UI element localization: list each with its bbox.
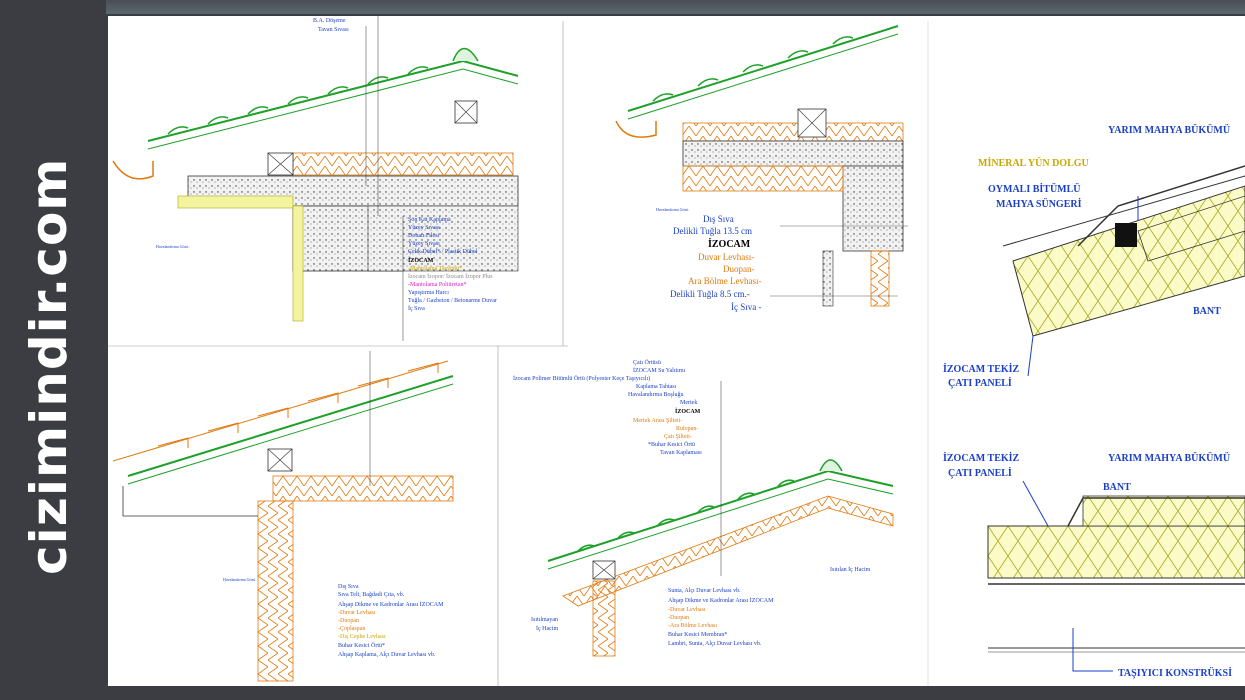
callout-label: Son Kat Kaplama — [408, 217, 451, 223]
callout-label: Yapıştırma Harcı — [408, 290, 449, 296]
callout-label: *Buhar Kesici Örtü — [648, 442, 695, 448]
label-tekiz-2: İZOCAM TEKİZ — [943, 453, 1020, 464]
label-tekiz-1: İZOCAM TEKİZ — [943, 364, 1020, 375]
label-ventilation-4: Havalandırma Gözü — [223, 577, 256, 582]
callout-label: Mertek — [680, 400, 698, 406]
roof-detail-drawings — [108, 16, 1245, 686]
callout-label: İZOCAM — [708, 239, 751, 250]
label-cati-paneli-2: ÇATI PANELİ — [948, 468, 1012, 479]
callout-label: Yüzey Sıvası — [408, 225, 440, 231]
label-isitilmayan: Isıtılmayan — [531, 617, 558, 623]
detail4-callouts — [338, 584, 444, 658]
label-ventilation-2: Havalandırma Gözü — [656, 207, 689, 212]
drawing-sheet — [108, 16, 1245, 686]
detail-panel-ridge-top — [943, 123, 1245, 389]
callout-label: Yüzey Sıvası — [408, 241, 440, 247]
callout-label: Çelik Dübel* / Plastik Dübel — [408, 249, 478, 255]
top-border — [0, 0, 1245, 14]
detail5-bottom-callouts — [668, 588, 774, 647]
callout-label: Tuğla / Gazbeton / Betonarme Duvar — [408, 298, 497, 304]
callout-label: Duvar Levhası- — [698, 252, 755, 262]
callout-label: -Ara Bölme Levhası — [668, 623, 717, 629]
callout-label: -Duopan — [338, 618, 359, 624]
label-cati-paneli-1: ÇATI PANELİ — [948, 378, 1012, 389]
callout-label: Ahşap Dikme ve Kadronlar Arası İZOCAM — [338, 602, 444, 608]
brand-watermark: cizimindir.com — [20, 157, 78, 575]
callout-label: Rulopan- — [676, 426, 699, 432]
label-oymali-bitumlu: OYMALI BİTÜMLÜ — [988, 184, 1081, 195]
label-mineral-yun: MİNERAL YÜN DOLGU — [978, 158, 1089, 169]
label-tasiyici: TAŞIYICI KONSTRÜKSİ — [1118, 668, 1233, 679]
callout-label: İZOCAM — [408, 258, 434, 264]
callout-label: İç Sıva - — [731, 302, 762, 312]
callout-label: Kaplama Tahtası — [636, 384, 677, 390]
callout-label: İzocam Polimer Bitümlü Örtü (Polyester Keçe Taşıyıcılı) — [513, 376, 651, 382]
detail-eave-section — [113, 16, 518, 341]
callout-label: Çatı Şilteti- — [664, 434, 692, 440]
detail-timber-frame — [113, 351, 453, 681]
detail5-top-callouts — [513, 359, 702, 456]
callout-label: Sıva Teli, Bağdadi Çıta, vb. — [338, 592, 405, 598]
callout-label: İZOCAM — [675, 409, 701, 415]
label-yarim-mahya-2: YARIM MAHYA BÜKÜMÜ — [1108, 453, 1231, 464]
callout-label: Duopan- — [723, 264, 755, 274]
label-tavan-sivasi: Tavan Sıvası — [318, 27, 349, 33]
label-yarim-mahya: YARIM MAHYA BÜKÜMÜ — [1108, 125, 1231, 136]
callout-label: Buhar Kesici Membran* — [668, 632, 728, 638]
callout-label: İZOCAM Su Yalıtımı — [633, 368, 686, 374]
callout-label: İzocam İzopor/ İzocam İzopor Plus — [408, 274, 493, 280]
callout-label: Çatı Örtüsü — [633, 360, 661, 366]
callout-label: Lambri, Sunta, Alçı Duvar Levhası vb. — [668, 641, 762, 647]
callout-label: -Duvar Levhası — [338, 610, 376, 616]
callout-label: Dış Sıva — [338, 584, 359, 590]
callout-label: -Mantolama Poliüretan* — [408, 282, 467, 288]
callout-label: -Çoplaspan — [338, 626, 366, 632]
callout-label: Ahşap Kaplama, Alçı Duvar Levhası vb. — [338, 652, 436, 658]
callout-label: -Duvar Levhası — [668, 607, 706, 613]
callout-label: Mertek Arası Şilteti- — [633, 418, 683, 424]
callout-label: -Dış Cephe Levhası — [338, 634, 386, 640]
callout-label: Havalandırma Boşluğu — [628, 392, 684, 398]
detail-panel-bottom — [943, 451, 1245, 679]
detail-ridge-section — [513, 359, 893, 656]
callout-label: Donatı Filesi — [408, 233, 440, 239]
callout-label: Sunta, Alçı Duvar Levhası vb. — [668, 588, 741, 594]
callout-label: Delikli Tuğla 8.5 cm.- — [670, 289, 750, 299]
detail-brick-eave — [616, 26, 908, 312]
label-ventilation-1: Havalandırma Gözü — [156, 244, 189, 249]
callout-label: Tavan Kaplaması — [660, 450, 702, 456]
label-bant-bottom: BANT — [1103, 482, 1131, 493]
detail2-callouts — [670, 214, 762, 312]
label-ba-doseme: B.A. Döşeme — [313, 18, 346, 24]
label-bant-top: BANT — [1193, 306, 1221, 317]
callout-label: Ahşap Dikme ve Kadronlar Arası İZOCAM — [668, 598, 774, 604]
label-ic-hacim: İç Hacim — [536, 626, 559, 632]
label-mahya-sungeri: MAHYA SÜNGERİ — [996, 199, 1082, 210]
bottom-border — [0, 686, 1245, 700]
label-isitilan-ic-hacim: Isıtılan İç Hacim — [830, 567, 871, 573]
callout-label: -Duopan — [668, 615, 689, 621]
callout-label: Ara Bölme Levhası- — [688, 276, 762, 286]
callout-label: Dış Sıva — [703, 214, 734, 224]
callout-label: Delikli Tuğla 13.5 cm — [673, 226, 753, 236]
callout-label: -Mantolama Taşyünü* — [408, 266, 462, 272]
callout-label: İç Sıva — [408, 306, 425, 312]
callout-label: Buhar Kesici Örtü* — [338, 643, 385, 649]
